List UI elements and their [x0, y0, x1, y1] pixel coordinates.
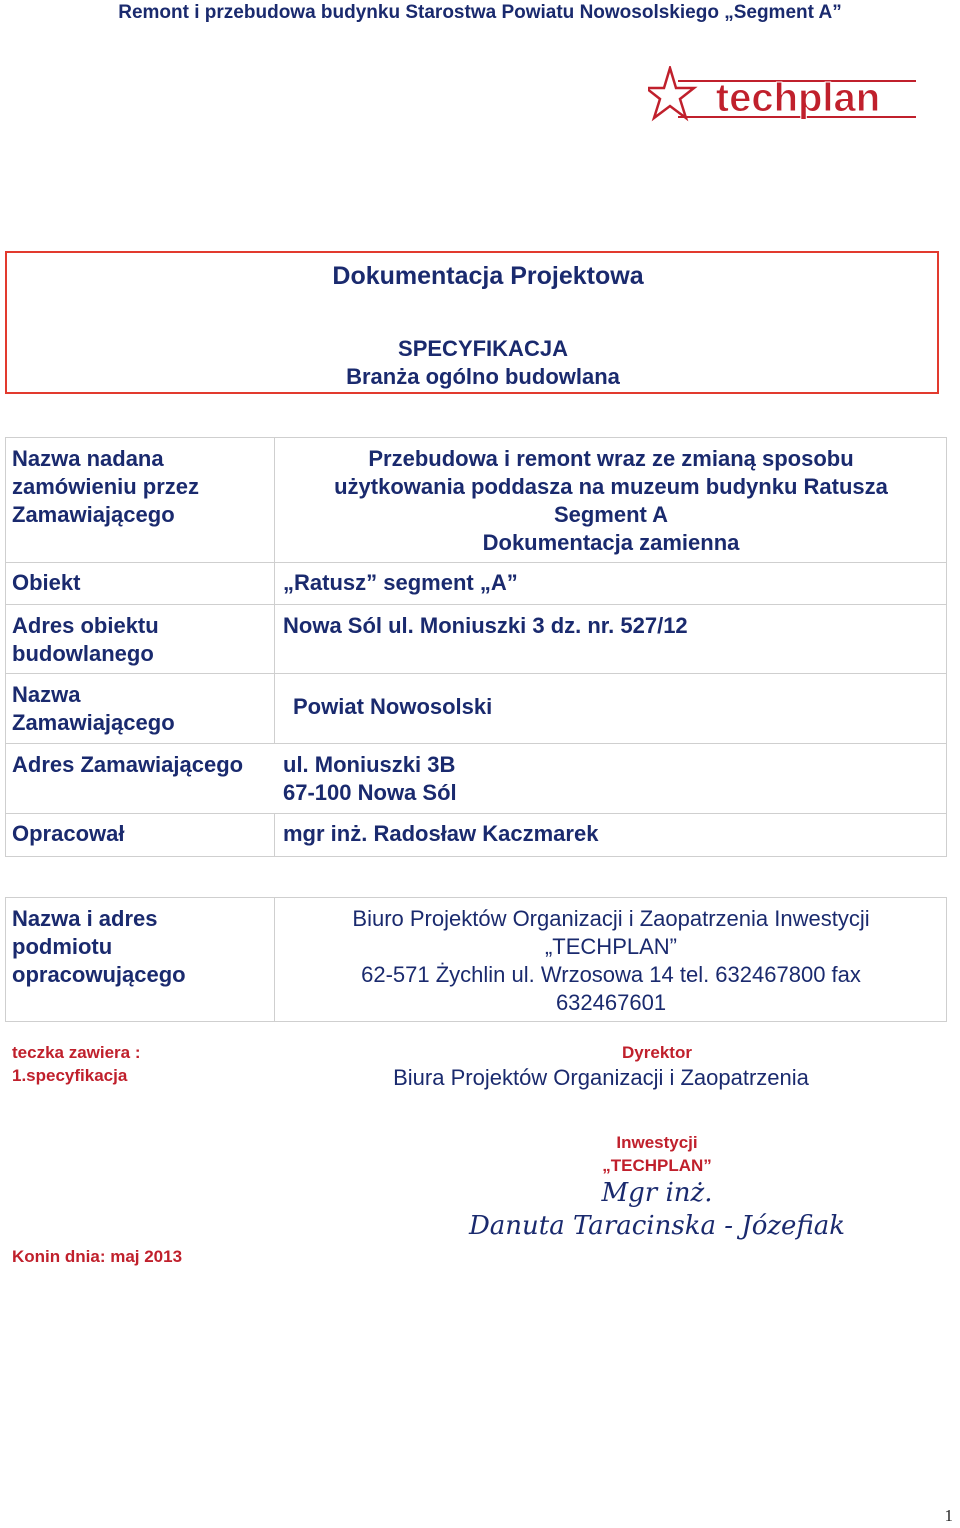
running-header: Remont i przebudowa budynku Starostwa Powiatu Nowosolskiego „Segment A”: [118, 2, 842, 23]
address-label: Adres obiektu budowlanego: [12, 613, 159, 666]
techplan-logo: [648, 66, 918, 122]
client-address-value-2: 67-100 Nowa Sól: [283, 780, 457, 805]
signature-org-line-3: „TECHPLAN”: [602, 1156, 712, 1175]
order-name-label: Nazwa nadana zamówieniu przez Zamawiającego: [12, 446, 200, 527]
folder-contents-heading: teczka zawiera :: [12, 1043, 141, 1062]
document-branch: Branża ogólno budowlana: [346, 364, 620, 389]
signature-name-line-2: Danuta Taracinska - Józefiak: [468, 1211, 846, 1241]
author-value: mgr inż. Radosław Kaczmarek: [283, 821, 599, 846]
order-name-value-2: użytkowania poddasza na muzeum budynku Ratusza: [334, 474, 888, 499]
folder-contents-item: 1.specyfikacja: [12, 1066, 128, 1085]
contractor-line-3: 62-571 Żychlin ul. Wrzosowa 14 tel. 632467800 fax: [361, 962, 861, 987]
object-value: „Ratusz” segment „A”: [283, 570, 518, 595]
place-date: Konin dnia: maj 2013: [12, 1247, 183, 1266]
contractor-line-2: „TECHPLAN”: [544, 934, 677, 959]
client-address-value-1: ul. Moniuszki 3B: [283, 752, 456, 777]
signature-org-line-2: Inwestycji: [616, 1133, 698, 1152]
client-address-label: Adres Zamawiającego: [12, 752, 244, 777]
signature-name-line-1: Mgr inż.: [601, 1178, 713, 1208]
document-title: Dokumentacja Projektowa: [332, 262, 644, 290]
document-type: SPECYFIKACJA: [398, 336, 568, 361]
order-name-value-3: Segment A: [553, 502, 669, 527]
contractor-line-1: Biuro Projektów Organizacji i Zaopatrzenia Inwestycji: [352, 906, 870, 931]
contractor-line-4: 632467601: [555, 990, 667, 1015]
order-name-value-4: Dokumentacja zamienna: [482, 530, 740, 555]
address-value: Nowa Sól ul. Moniuszki 3 dz. nr. 527/12: [283, 613, 688, 638]
signature-org-line-1: Biura Projektów Organizacji i Zaopatrzenia: [393, 1065, 809, 1090]
client-value: Powiat Nowosolski: [293, 694, 493, 719]
svg-text:techplan: techplan: [715, 76, 881, 120]
contractor-label: Nazwa i adres podmiotu opracowującego: [12, 906, 186, 987]
author-label: Opracował: [12, 821, 125, 846]
order-name-value-1: Przebudowa i remont wraz ze zmianą sposobu: [368, 446, 854, 471]
star-icon: [648, 68, 694, 118]
client-label: Nazwa Zamawiającego: [12, 682, 175, 735]
object-label: Obiekt: [12, 570, 81, 595]
signature-role: Dyrektor: [622, 1043, 692, 1062]
page-number: 1: [944, 1506, 953, 1525]
